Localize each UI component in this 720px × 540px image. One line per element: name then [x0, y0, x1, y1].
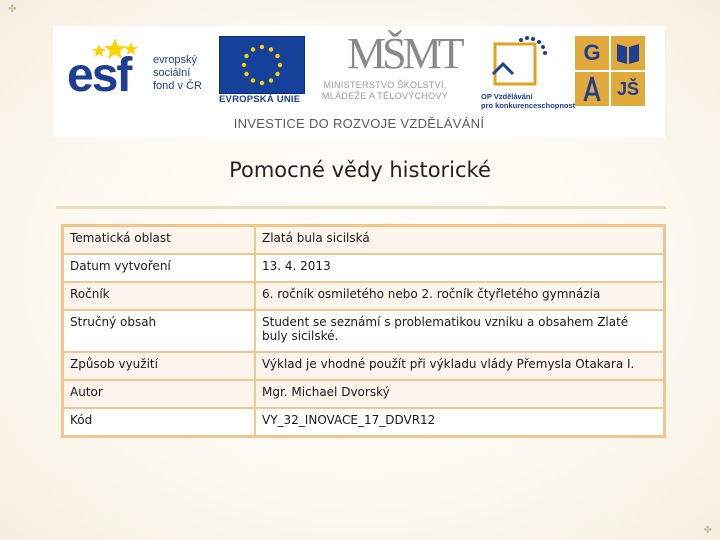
corner-ornament-icon: ✤ — [8, 4, 17, 15]
table-row — [63, 226, 664, 254]
eu-flag-icon — [219, 36, 305, 94]
esf-line: fond v ČR — [153, 80, 202, 92]
row-label: Autor — [63, 380, 255, 408]
esf-line: sociální — [153, 67, 191, 79]
row-value: Mgr. Michael Dvorský — [255, 380, 664, 408]
op-emblem-icon — [485, 34, 555, 92]
msmt-line: MLÁDEŽE A TĚLOVÝCHOVY — [321, 91, 449, 101]
esf-mark: esf — [67, 49, 131, 102]
row-value: Zlatá bula sicilská — [255, 226, 664, 254]
op-line: pro konkurenceschopnost — [481, 101, 576, 110]
eu-logo — [219, 36, 305, 108]
metadata-table — [61, 224, 666, 438]
gjs-letter: JŠ — [611, 72, 645, 106]
op-text — [481, 92, 581, 110]
op-logo — [481, 34, 576, 110]
gjs-compass-icon — [575, 72, 609, 106]
table-row — [63, 380, 664, 408]
esf-text — [153, 54, 202, 93]
corner-ornament-icon: ✤ — [703, 525, 712, 536]
row-label: Kód — [63, 408, 255, 436]
table-row — [63, 282, 664, 310]
esf-line: evropský — [153, 54, 198, 66]
msmt-logo — [311, 29, 461, 110]
op-line: OP Vzdělávání — [481, 92, 533, 101]
row-value: 6. ročník osmiletého nebo 2. ročník čtyřletého gymnázia — [255, 282, 664, 310]
row-value: Výklad je vhodné použít při výkladu vlády Přemysla Otakara I. — [255, 352, 664, 380]
row-label: Stručný obsah — [63, 310, 255, 352]
row-value: 13. 4. 2013 — [255, 254, 664, 282]
gjs-book-icon — [611, 36, 645, 70]
row-value: Student se seznámí s problematikou vzniku a obsahem Zlaté buly sicilské. — [255, 310, 664, 352]
table-row — [63, 254, 664, 282]
esf-logo — [67, 36, 217, 106]
row-label: Tematická oblast — [63, 226, 255, 254]
msmt-mark: MŠMT — [347, 29, 461, 78]
gjs-letter: G — [575, 36, 609, 70]
gjs-logo — [575, 36, 647, 108]
banner-caption: INVESTICE DO ROZVOJE VZDĚLÁVÁNÍ — [233, 116, 485, 131]
table-row — [63, 310, 664, 352]
msmt-line: MINISTERSTVO ŠKOLSTVÍ, — [323, 80, 447, 90]
row-label: Datum vytvoření — [63, 254, 255, 282]
table-row — [63, 408, 664, 436]
row-label: Způsob využití — [63, 352, 255, 380]
eu-caption: EVROPSKÁ UNIE — [219, 94, 301, 105]
table-row — [63, 352, 664, 380]
row-label: Ročník — [63, 282, 255, 310]
msmt-text — [311, 80, 459, 102]
row-value: VY_32_INOVACE_17_DDVR12 — [255, 408, 664, 436]
logo-banner — [53, 26, 665, 138]
page-subtitle: Pomocné vědy historické — [229, 158, 491, 182]
subtitle-divider — [56, 206, 666, 209]
